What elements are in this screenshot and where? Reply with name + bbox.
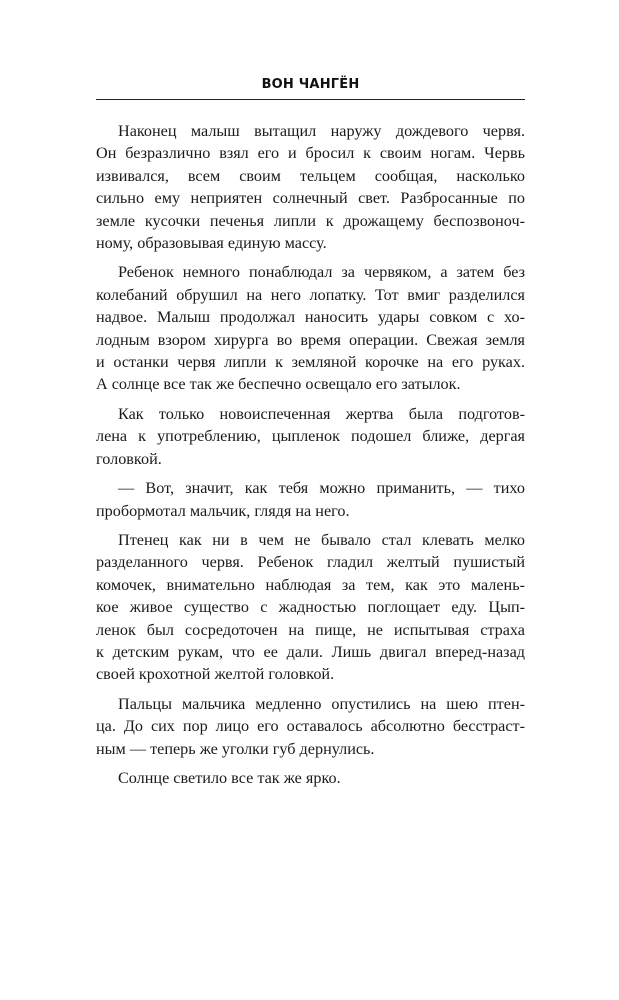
paragraph	[96, 767, 525, 789]
text-line: ным — теперь же уголки губ дернулись.	[96, 739, 375, 758]
text-line: головкой.	[96, 449, 162, 468]
paragraph	[96, 477, 525, 522]
text-line: Ребенок немного понаблюдал за червяком, а затем без	[118, 263, 525, 282]
paragraph	[96, 120, 525, 254]
text-line: лена к употреблению, цыпленок подошел ближе, дергая	[96, 427, 525, 446]
text-line: колебаний обрушил на него лопатку. Тот вмиг разделился	[96, 285, 525, 304]
paragraph	[96, 529, 525, 686]
text-line: Наконец малыш вытащил наружу дождевого червя.	[118, 122, 525, 140]
header-rule	[96, 99, 525, 100]
text-line: Солнце светило все так же ярко.	[118, 768, 341, 787]
text-line: Птенец как ни в чем не бывало стал клевать мелко	[118, 530, 525, 549]
text-line: разделанного червя. Ребенок гладил желтый пушистый	[96, 553, 525, 572]
text-line: кое живое существо с жадностью поглощает еду. Цып-	[96, 598, 525, 617]
text-line: — Вот, значит, как тебя можно приманить, — тихо	[118, 479, 525, 498]
running-head: ВОН ЧАНГЁН	[261, 77, 360, 92]
text-line: А солнце все так же беспечно освещало его затылок.	[96, 375, 461, 394]
text-line: лодным взором хирурга во время операции. Свежая земля	[96, 330, 525, 349]
text-line: земле кусочки печенья липли к дрожащему беспозвоноч-	[96, 211, 525, 230]
text-line: Как только новоиспеченная жертва была подготов-	[118, 404, 525, 423]
paragraph	[96, 261, 525, 395]
text-line: к детским рукам, что ее дали. Лишь двигал вперед-назад	[96, 642, 525, 661]
text-line: ному, образовывая единую массу.	[96, 234, 327, 253]
text-line: Пальцы мальчика медленно опустились на шею птен-	[118, 694, 525, 713]
text-line: ленок был сосредоточен на пище, не испытывая страха	[96, 620, 525, 639]
text-line: и останки червя липли к земляной корочке на его руках.	[96, 353, 525, 372]
text-line: извивался, всем своим тельцем сообщая, насколько	[96, 166, 525, 185]
text-line: пробормотал мальчик, глядя на него.	[96, 501, 350, 520]
text-line: сильно ему неприятен солнечный свет. Разбросанные по	[96, 189, 525, 208]
text-line: Он безразлично взял его и бросил к своим ногам. Червь	[96, 144, 525, 163]
paragraph	[96, 403, 525, 470]
text-line: комочек, внимательно наблюдая за тем, как это малень-	[96, 575, 525, 594]
text-line: надвое. Малыш продолжал наносить удары совком с хо-	[96, 308, 525, 327]
text-line: своей крохотной желтой головкой.	[96, 665, 335, 684]
paragraph	[96, 693, 525, 760]
body-text	[96, 120, 525, 796]
text-line: ца. До сих пор лицо его оставалось абсолютно бесстраст-	[96, 717, 525, 736]
